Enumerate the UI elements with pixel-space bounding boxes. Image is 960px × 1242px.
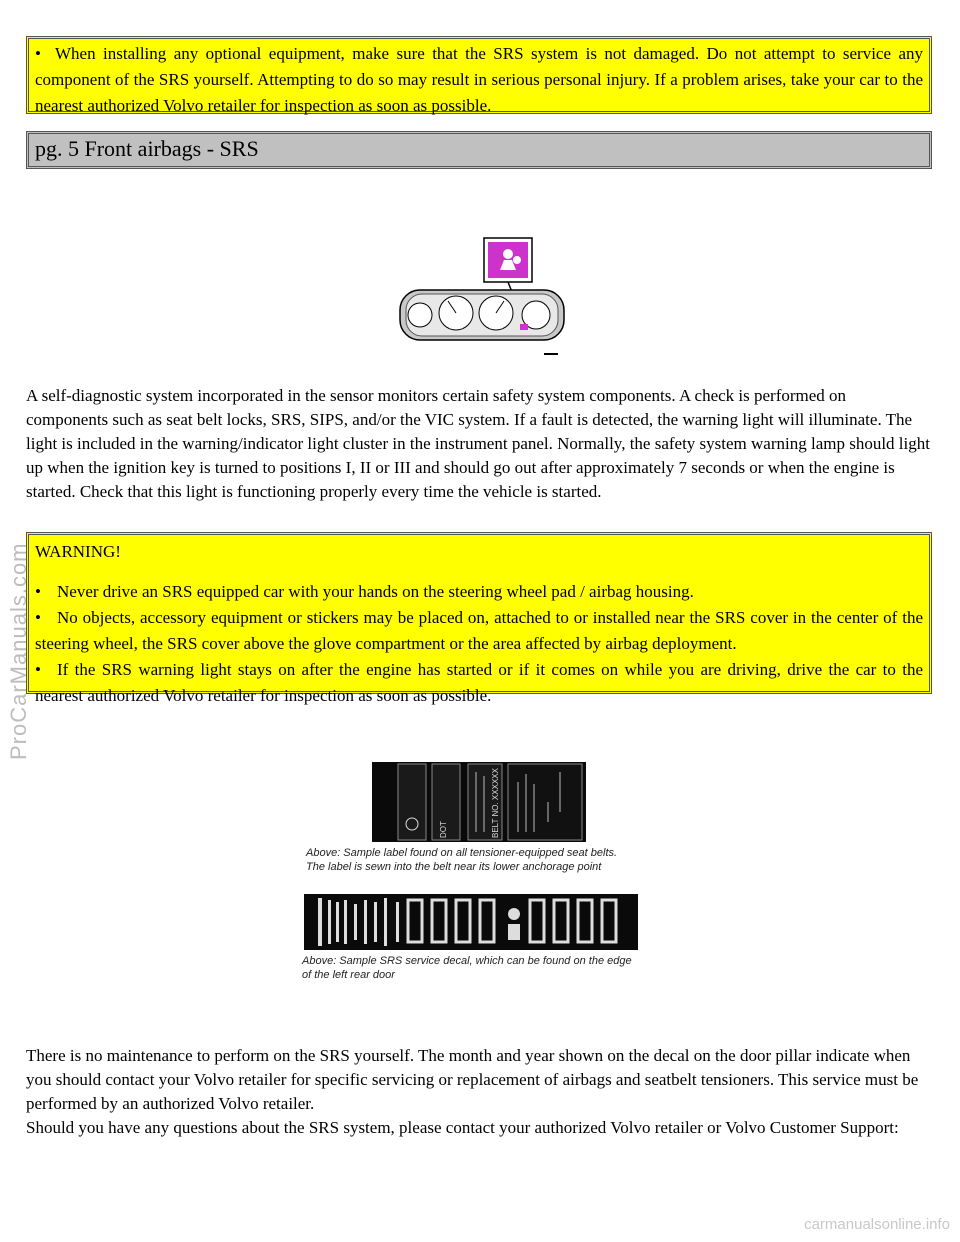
warning-text: When installing any optional equipment, make sure that the SRS system is not damaged. Do not attempt to service any component of the SRS yourself. Attempting to do so may result in serious personal injury. If a problem arises, take your car to the nearest authorized Volvo retailer for inspection as soon as possible. (35, 44, 923, 115)
srs-service-decal-image (304, 894, 638, 950)
seatbelt-label-caption (306, 846, 617, 874)
instrument-cluster-illustration (398, 236, 566, 358)
warning-item-text: No objects, accessory equipment or stickers may be placed on, attached to or installed near the SRS cover in the center of the steering wheel, the SRS cover above the glove compartment or the area affected by airbag deployment. (35, 608, 923, 653)
warning-item (35, 579, 923, 605)
side-watermark: ProCarManuals.com (6, 542, 31, 760)
bullet: • (35, 44, 41, 63)
caption-line: Above: Sample label found on all tensioner-equipped seat belts. (306, 847, 618, 859)
srs-warning-box (26, 532, 932, 705)
srs-decal-caption (302, 954, 632, 982)
warning-item (35, 605, 923, 657)
warning-item (35, 657, 923, 709)
dot-label: DOT (439, 821, 448, 838)
belt-number-label: BELT NO. XXXXXX (491, 768, 500, 838)
bullet: • (35, 660, 41, 679)
warning-item-text: If the SRS warning light stays on after the engine has started or if it comes on while you are driving, drive the car to the nearest authorized Volvo retailer for inspection as soon as possible. (35, 660, 923, 705)
customer-support-paragraph: Should you have any questions about the SRS system, please contact your authorized Volvo retailer or Volvo Customer Support: (26, 1118, 899, 1137)
caption-line: of the left rear door (302, 969, 395, 981)
caption-line: The label is sewn into the belt near its lower anchorage point (306, 861, 602, 873)
maintenance-paragraph: There is no maintenance to perform on the SRS yourself. The month and year shown on the decal on the door pillar indicate when you should contact your Volvo retailer for specific servicing or replacement of airbags and seatbelt tensioners. This service must be performed by an authorized Volvo retailer. (26, 1046, 919, 1113)
bullet: • (35, 608, 41, 627)
warning-title: WARNING! (35, 542, 121, 561)
section-heading (26, 131, 932, 169)
optional-equipment-warning-box (26, 36, 932, 114)
self-diagnostic-paragraph: A self-diagnostic system incorporated in the sensor monitors certain safety system components. A check is performed on components such as seat belt locks, SRS, SIPS, and/or the VIC system. If a fault is detected, the warning light will illuminate. The light is included in the warning/indicator light cluster in the instrument panel. Normally, the safety system warning lamp should light up when the ignition key is turned to positions I, II or III and should go out after approximately 7 seconds or when the engine is started. Check that this light is functioning properly every time the vehicle is started. (26, 386, 930, 501)
seatbelt-label-image (372, 762, 586, 842)
site-watermark: carmanualsonline.info (804, 1216, 950, 1233)
bullet: • (35, 582, 41, 601)
caption-line: Above: Sample SRS service decal, which can be found on the edge (302, 955, 632, 967)
warning-item-text: Never drive an SRS equipped car with your hands on the steering wheel pad / airbag housing. (57, 582, 694, 601)
section-heading-text: pg. 5 Front airbags - SRS (35, 136, 259, 161)
